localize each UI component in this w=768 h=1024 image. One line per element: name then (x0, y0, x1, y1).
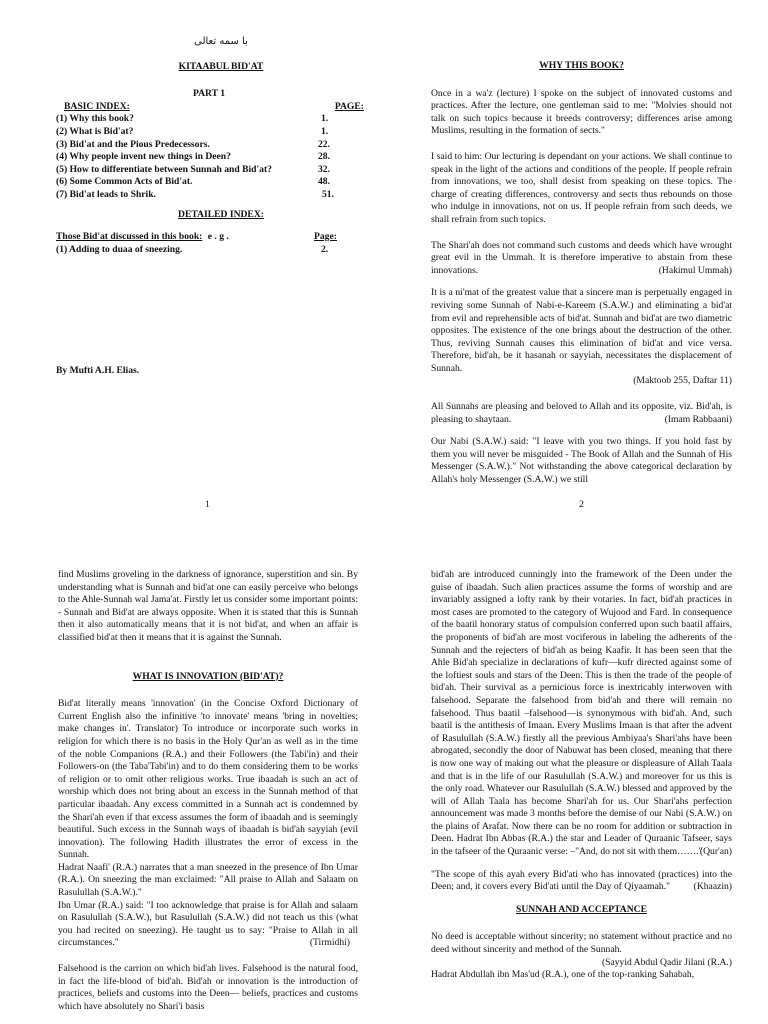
citation: (Sayyid Abdul Qadir Jilani (R.A.) (601, 956, 732, 968)
index-row (56, 113, 386, 126)
paragraph: find Muslims groveling in the darkness of ignorance, superstition and sin. By understanding what is Sunnah and bid'at one can easily perceive who belongs to the Ahle-Sunnah wal Jama'at. Firstly let us consider some important points: - Sunnah and Bid'at are always opposite. When it is stated that this is Sunnah then it also automatically means that it is not bid'at, and when an affair is classified bid'at then it means that it is against the Sunnah. (58, 569, 358, 643)
citation: (Qur'an) (699, 846, 732, 858)
paragraph: "The scope of this ayah every Bid'ati who has innovated (practices) into the Deen; and, it covers every Bid'ati until the Day of Qiyaamah." (431, 868, 732, 893)
index-row (56, 164, 386, 177)
arabic-header: با سمه تعالی (194, 36, 248, 47)
paragraph: It is a ni'mat of the greatest value that a sincere man is perpetually engaged in reviving some Sunnah of Nabi-e-Kareem (S.A.W.) and eliminating a bid'at from evil and reprehensible acts of bid'at. Sunnah and bid'at are two diametric opposites. The existence of the one brings about the destruction of the other. Thus, reviving Sunnah causes this elimination of bid'at and vice versa. Therefore, bid'ah, be it hasanah or sayyiah, necessitates the displacement of Sunnah. (431, 287, 732, 374)
index-entry-text: (4) Why people invent new things in Deen? (56, 151, 231, 163)
part-label: PART 1 (192, 88, 226, 100)
page-number-1: 1 (205, 499, 210, 510)
index-entry-page: 32. (318, 163, 330, 175)
index-entry-text: (3) Bid'at and the Pious Predecessors. (56, 138, 210, 150)
page-3 (58, 569, 358, 1013)
sunnah-acceptance-heading: SUNNAH AND ACCEPTANCE (516, 903, 647, 915)
page-2 (431, 60, 732, 487)
index-entry-page: 1. (321, 113, 329, 125)
basic-index-label: BASIC INDEX: (64, 100, 130, 112)
index-row (56, 151, 386, 164)
index-entry-text: (2) What is Bid'at? (56, 125, 134, 137)
paragraph: Falsehood is the carrion on which bid'ah lives. Falsehood is the natural food, in fact the life-blood of bid'ah. Bid'ah or innovation is the introduction of practices, beliefs and customs into the Deen— beliefs, practices and customs which have absolutely no Shari'i basis (58, 963, 358, 1012)
index-entry-text: (5) How to differentiate between Sunnah and Bid'at? (56, 163, 272, 175)
detailed-header-page: Page: (314, 231, 337, 243)
paragraph: No deed is acceptable without sincerity; no statement without practice and no deed without sincerity and method of the Sunnah. (431, 931, 732, 956)
paragraph: bid'ah are introduced cunningly into the framework of the Deen under the guise of ibaadah. Such alien practices assume the forms of worship and are invariably assigned a lofty rank by their votaries. In fact, bid'ah practices in most cases are promoted to the category of Wujood and Fard. In consequence of the baatil honorary status of compulsion conferred upon such baatil affairs, the proponents of bid'ah are most vociferous in labeling the adherents of the Sunnah and the rejecters of bid'ah as being Kaafir. It has been seen that the Ahle Bid'ah specialize in declarations of kufr—kufr directed against some of the loftiest souls and stars of the Deen. This is then the trade of the people of bid'ah. Their survival as a pernicious force is inextricably interwoven with falsehood. Separate the falsehood from bid'ah and there will remain no falsehood. Thus baatil –falsehood—is synonymous with bid'ah. And, such baatil is the antithesis of Imaan. Every Muslims Imaan is that after the advent of Rasulullah (S.A.W.) firstly all the previous Ambiyaa's Shari'ahs have been abrogated, secondly the door of Nabuwat has been closed, meaning that there is now one way of making out what the pleasure or displeasure of Allah Taala and that is in the life of our Rasulullah (S.A.W.) and moreover for us this is the only road. Whatever our Rasulullah (S.A.W.) blessed and approved by the will of Allah Taala has become Shari'ah for us. Our Shari'ahs perfection announcement was made 3 months before the demise of our Nabi (S.A.W.) on the plains of Arafat. Now there can be no room for addition or subtraction in Deen. Hadrat Ibn Abbas (R.A.) the star and Leader of Quraanic Tafseer, says in the tafseer of the Quraanic verse: –"And, do not sit with them……." (431, 569, 732, 858)
index-entry-text: (1) Why this book? (56, 113, 134, 125)
detailed-header-text: Those Bid'at discussed in this book: (56, 231, 203, 243)
paragraph: Hadrat Abdullah ibn Mas'ud (R.A.), one of the top-ranking Sahabah, (431, 969, 695, 981)
citation: (Khaazin) (693, 881, 732, 893)
paragraph: Bid'at literally means 'innovation' (in the Concise Oxford Dictionary of Current English also the infinitive 'to innovate' means 'bring in novelties; make changes in'. Translator) To introduce or incorporate such works in religion for which there is no basis in the Holy Qur'an as well as in the time of the noble Companions (R.A.) and their Followers (the Tabi'in) and their Followers-on (the Taba'Tabi'in) and to do them considering them to be works of religion or to omit other religious works. True ibaadah is such an act of worship which does not bring about an excess in the Sunnah method of that particular ibaadah. Any excess committed in a Sunnah act is condemned by the Shari'ah even if that excess assumes the form of ibaadah and is seemingly beautiful. Such excess in the Sunnah ways of ibaadah is bid'ah sayyiah (evil innovation). The following Hadith illustrates the error of excess in the Sunnah. (58, 698, 358, 861)
index-entry-text: (7) Bid'at leads to Shrik. (56, 188, 156, 200)
index-entry-page: 28. (318, 151, 330, 163)
citation: (Tirmidhi) (309, 937, 350, 949)
page-4 (431, 569, 732, 982)
page-number-2: 2 (579, 499, 584, 510)
index-row (56, 244, 386, 257)
detailed-index-label: DETAILED INDEX: (178, 208, 264, 220)
index-entry-text: (1) Adding to duaa of sneezing. (56, 244, 183, 256)
index-entry-page: 2. (321, 244, 329, 256)
citation: (Imam Rabbaani) (664, 413, 732, 425)
index-entry-page: 22. (318, 138, 330, 150)
detailed-header-eg: e . g . (207, 231, 229, 243)
why-this-book-heading: WHY THIS BOOK? (539, 60, 624, 71)
index-entry-page: 48. (318, 176, 330, 188)
citation: (Hakimul Ummah) (658, 264, 732, 276)
paragraph: Once in a wa'z (lecture) I spoke on the subject of innovated customs and practices. After the lecture, one gentleman said to me: "Molvies should not talk on such topics because it breeds controversy; differences arise among Muslims, resulting in the formation of sects." (431, 87, 732, 137)
index-row (56, 189, 386, 202)
index-entry-page: 1. (321, 125, 329, 137)
index-row (56, 139, 386, 152)
paragraph: I said to him: Our lecturing is dependant on your actions. We shall continue to speak in the light of the actions and conditions of the people. If people refrain from innovations, we too, shall desist from speaking on these topics. The charge of creating differences, controversy and sects thus rebounds on those who indulge in innovations, not on us. If people refrain from such deeds, we shall refrain from such topics. (431, 150, 732, 225)
detailed-index-header (56, 231, 356, 244)
page-label: PAGE: (334, 100, 364, 112)
index-row (56, 126, 386, 139)
index-entry-text: (6) Some Common Acts of Bid'at. (56, 176, 193, 188)
index-entry-page: 51. (322, 188, 334, 200)
what-is-innovation-heading: WHAT IS INNOVATION (BID'AT)? (132, 670, 284, 682)
basic-index-list (56, 113, 386, 201)
paragraph: The Shari'ah does not command such customs and deeds which have wrought great evil in the Ummah. It is therefore imperative to abstain from these innovations. (431, 239, 732, 276)
basic-index-header (56, 101, 364, 114)
paragraph: Ibn Umar (R.A.) said: "I too acknowledge that praise is for Allah and salaam on Rasulullah (S.A.W.), but Rasulullah (S.A.W.) did not teach us this (what you had recited on sneezing). He taught us to say: "Praise to Allah in all circumstances." (58, 899, 358, 949)
index-row (56, 176, 386, 189)
citation: (Maktoob 255, Daftar 11) (633, 375, 732, 387)
page-1 (56, 36, 386, 377)
paragraph: Hadrat Naafi' (R.A.) narrates that a man sneezed in the presence of Ibn Umar (R.A.). On sneezing the man exclaimed: "All praise to Allah and Salaam on Rasulullah (S.A.W.)." (58, 861, 358, 899)
detailed-index-list (56, 244, 386, 257)
book-title: KITAABUL BID'AT (178, 60, 264, 72)
paragraph: All Sunnahs are pleasing and beloved to Allah and its opposite, viz. Bid'ah, is pleasing to shaytaan. (431, 401, 732, 425)
author-line: By Mufti A.H. Elias. (56, 364, 140, 376)
paragraph: Our Nabi (S.A.W.) said: "I leave with you two things. If you hold fast by them you will never be misguided - The Book of Allah and the Sunnah of His Messenger (S.A.W.)." Not withstanding the above categorical declaration by Allah's holy Messenger (S.A.W.) we still (431, 436, 732, 486)
